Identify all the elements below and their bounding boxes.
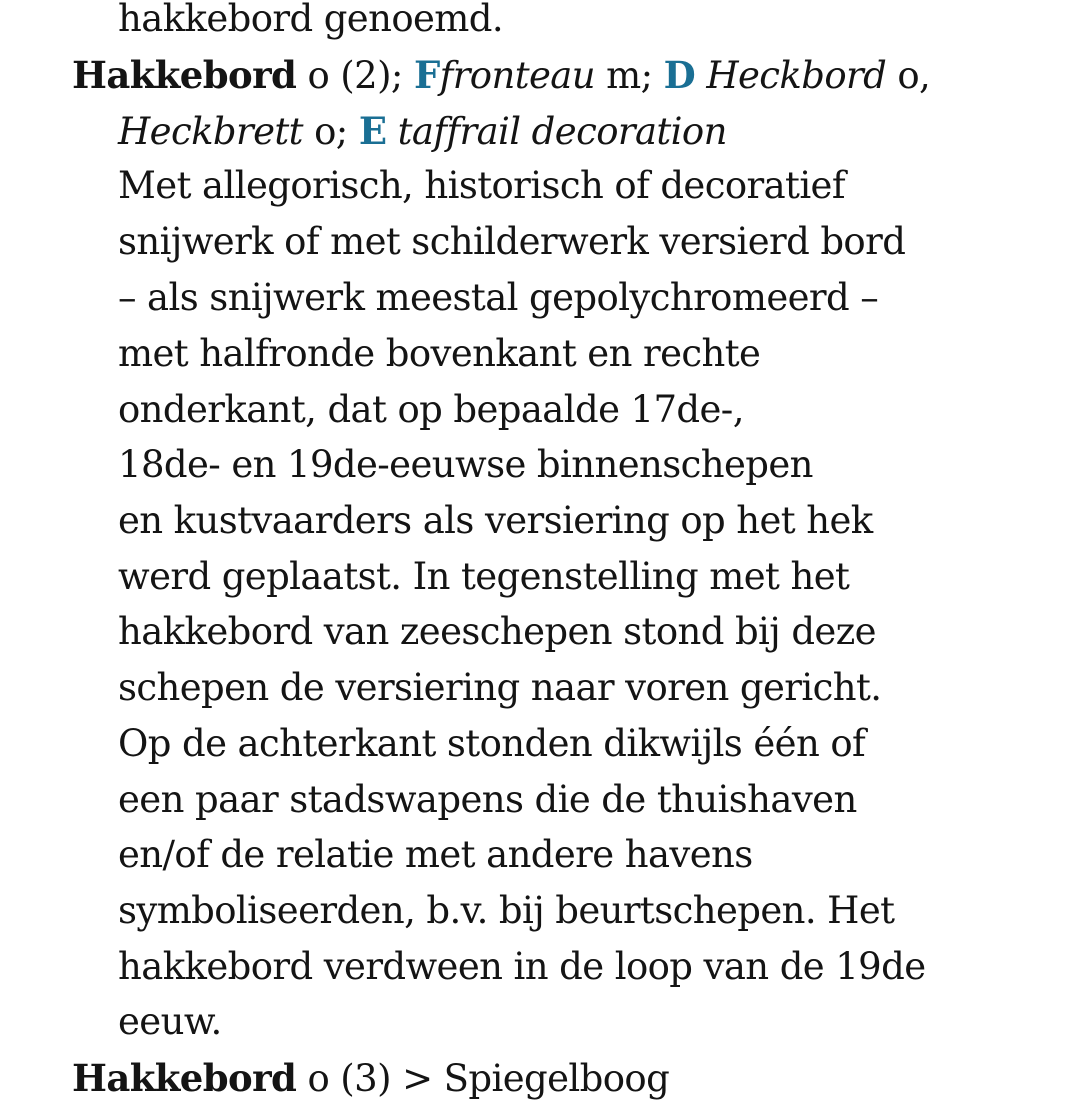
sense-number: (2); bbox=[340, 54, 403, 97]
german-term-2: Heckbrett bbox=[118, 110, 303, 153]
definition-line: eeuw. bbox=[118, 1000, 222, 1043]
gender-marker: o bbox=[307, 54, 330, 97]
entry-header-line-1 bbox=[72, 47, 930, 104]
french-term: fronteau bbox=[439, 54, 595, 97]
entry-3-line bbox=[72, 1050, 669, 1107]
lang-label-german: D bbox=[663, 53, 696, 97]
definition-line: hakkebord verdween in de loop van de 19de bbox=[118, 945, 926, 988]
gender-marker: o bbox=[307, 1057, 330, 1100]
definition-line: en kustvaarders als versiering op het hek bbox=[118, 499, 873, 542]
definition-line: symboliseerden, b.v. bij beurtschepen. Het bbox=[118, 889, 895, 932]
sense-number: (3) bbox=[340, 1057, 391, 1100]
headword: Hakkebord bbox=[72, 53, 297, 97]
definition-line: Met allegorisch, historisch of decoratief bbox=[118, 164, 845, 207]
french-gender: m; bbox=[606, 54, 653, 97]
definition-line: werd geplaatst. In tegenstelling met het bbox=[118, 555, 850, 598]
definition-line: Op de achterkant stonden dikwijls één of bbox=[118, 722, 866, 765]
german-gender-2: o; bbox=[314, 110, 348, 153]
definition-line: met halfronde bovenkant en rechte bbox=[118, 332, 761, 375]
lang-label-french: F bbox=[413, 53, 440, 97]
definition-line: en/of de relatie met andere havens bbox=[118, 833, 753, 876]
previous-entry-tail: hakkebord genoemd. bbox=[118, 0, 504, 40]
definition-line: een paar stadswapens die de thuishaven bbox=[118, 778, 857, 821]
english-term: taffrail decoration bbox=[397, 110, 727, 153]
definition-line: snijwerk of met schilderwerk versierd bord bbox=[118, 220, 906, 263]
entry-header-line-2 bbox=[118, 103, 727, 160]
definition-line: 18de- en 19de-eeuwse binnenschepen bbox=[118, 443, 813, 486]
definition-line: – als snijwerk meestal gepolychromeerd – bbox=[118, 276, 879, 319]
definition-line: hakkebord van zeeschepen stond bij deze bbox=[118, 610, 876, 653]
definition-line: schepen de versiering naar voren gericht. bbox=[118, 666, 882, 709]
headword: Hakkebord bbox=[72, 1056, 297, 1100]
cross-reference-arrow: > bbox=[402, 1057, 433, 1100]
definition-line: onderkant, dat op bepaalde 17de-, bbox=[118, 388, 744, 431]
cross-reference-target: Spiegelboog bbox=[443, 1057, 670, 1100]
lang-label-english: E bbox=[358, 109, 387, 153]
german-gender-1: o, bbox=[897, 54, 931, 97]
german-term-1: Heckbord bbox=[706, 54, 887, 97]
